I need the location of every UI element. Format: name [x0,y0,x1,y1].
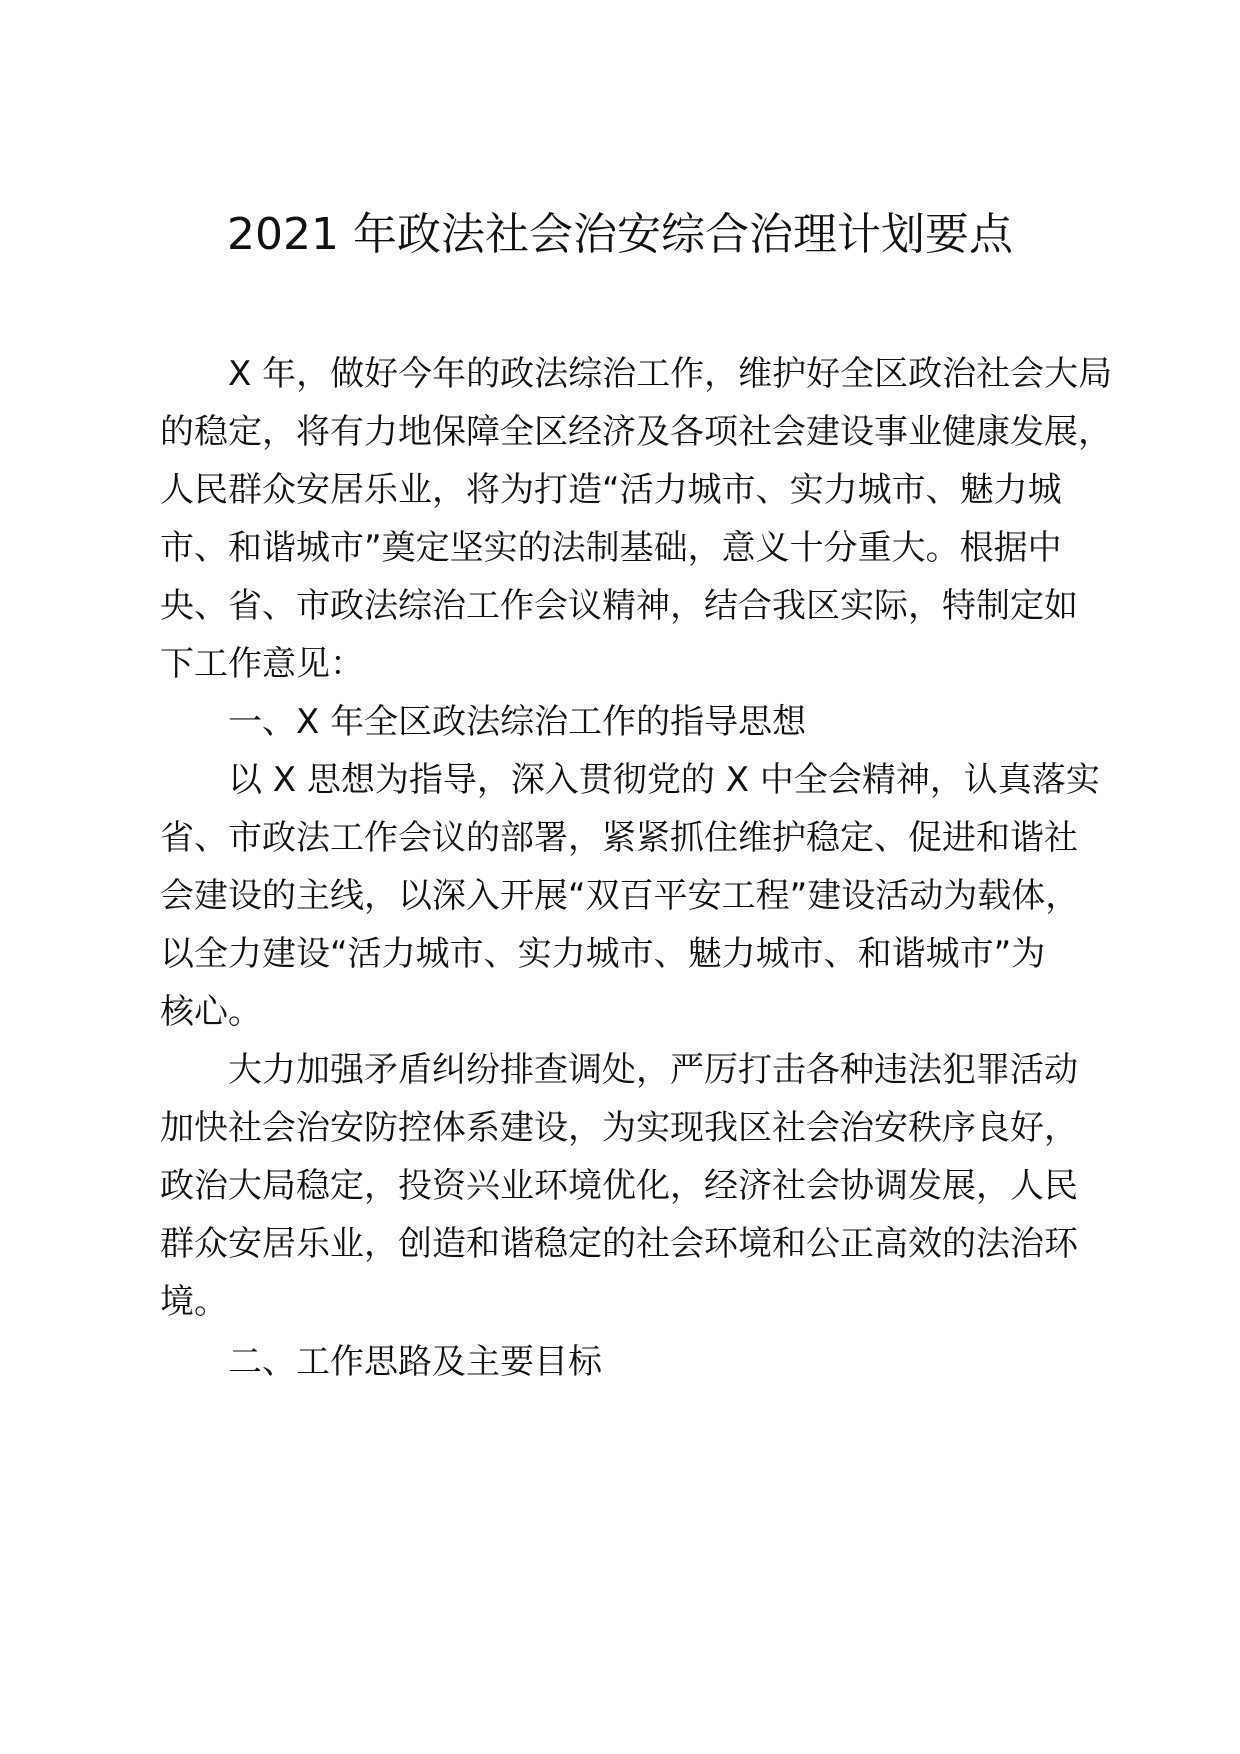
paragraph-1-line-4: 市、和谐城市”奠定坚实的法制基础，意义十分重大。根据中 [160,528,1062,568]
paragraph-3-line-3: 政治大局稳定，投资兴业环境优化，经济社会协调发展，人民 [160,1166,1078,1206]
paragraph-1-line-1: X 年，做好今年的政法综治工作，维护好全区政治社会大局 [228,354,1113,394]
paragraph-2-line-5: 核心。 [160,992,262,1032]
section-heading-2: 二、工作思路及主要目标 [228,1342,602,1382]
document-title: 2021 年政法社会治安综合治理计划要点 [227,209,1013,260]
paragraph-1-line-5: 央、省、市政法综治工作会议精神，结合我区实际，特制定如 [160,586,1078,626]
section-heading-1: 一、X 年全区政法综治工作的指导思想 [228,702,807,742]
paragraph-3-line-1: 大力加强矛盾纠纷排查调处，严厉打击各种违法犯罪活动 [228,1050,1078,1090]
paragraph-2-line-1: 以 X 思想为指导，深入贯彻党的 X 中全会精神，认真落实 [228,760,1100,800]
paragraph-2-line-3: 会建设的主线，以深入开展“双百平安工程”建设活动为载体， [160,876,1080,916]
paragraph-1-line-2: 的稳定，将有力地保障全区经济及各项社会建设事业健康发展， [160,412,1112,452]
paragraph-2-line-4: 以全力建设“活力城市、实力城市、魅力城市、和谐城市”为 [160,934,1046,974]
paragraph-3-line-4: 群众安居乐业，创造和谐稳定的社会环境和公正高效的法治环 [160,1224,1078,1264]
paragraph-1-line-6: 下工作意见： [160,644,364,684]
paragraph-3-line-2: 加快社会治安防控体系建设，为实现我区社会治安秩序良好， [160,1108,1078,1148]
paragraph-1-line-3: 人民群众安居乐业，将为打造“活力城市、实力城市、魅力城 [160,470,1062,510]
paragraph-2-line-2: 省、市政法工作会议的部署，紧紧抓住维护稳定、促进和谐社 [160,818,1078,858]
paragraph-3-line-5: 境。 [160,1282,228,1322]
